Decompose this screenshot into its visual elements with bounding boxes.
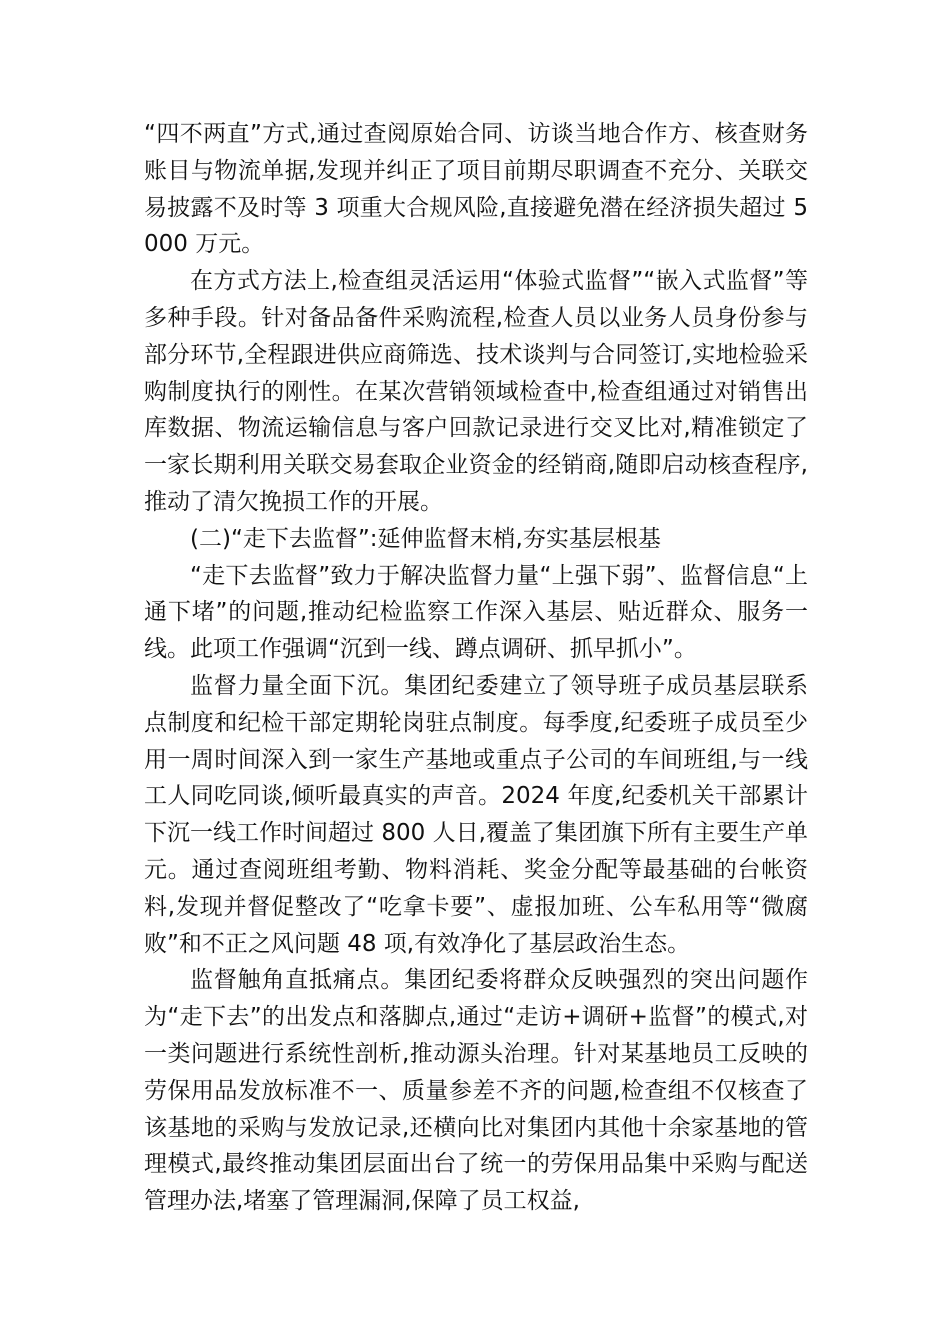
paragraph-intro: “走下去监督”致力于解决监督力量“上强下弱”、监督信息“上通下堵”的问题,推动纪检监察工作深入基层、贴近群众、服务一线。此项工作强调“沉到一线、蹲点调研、抓早抓小”。 <box>144 562 808 663</box>
paragraph-methods: 在方式方法上,检查组灵活运用“体验式监督”“嵌入式监督”等多种手段。针对备品备件采购流程,检查人员以业务人员身份参与部分环节,全程跟进供应商筛选、技术谈判与合同签订,实地检验采购制度执行的刚性。在某次营销领域检查中,检查组通过对销售出库数据、物流运输信息与客户回款记录进行交叉比对,精准锁定了一家长期利用关联交易套取企业资金的经销商,随即启动核查程序,推动了清欠挽损工作的开展。 <box>144 268 808 515</box>
paragraph-supervision-force: 监督力量全面下沉。集团纪委建立了领导班子成员基层联系点制度和纪检干部定期轮岗驻点制度。每季度,纪委班子成员至少用一周时间深入到一家生产基地或重点子公司的车间班组,与一线工人同吃同谈,倾听最真实的声音。2024 年度,纪委机关干部累计下沉一线工作时间超过 800 人日,覆盖了集团旗下所有主要生产单元。通过查阅班组考勤、物料消耗、奖金分配等最基础的台帐资料,发现并督促整改了“吃拿卡要”、虚报加班、公车私用等“微腐败”和不正之风问题 48 项,有效净化了基层政治生态。 <box>144 672 808 957</box>
document-body <box>144 116 808 1220</box>
paragraph-continuation: “四不两直”方式,通过查阅原始合同、访谈当地合作方、核查财务账目与物流单据,发现并纠正了项目前期尽职调查不充分、关联交易披露不及时等 3 项重大合规风险,直接避免潜在经济损失超过 5000 万元。 <box>144 121 808 258</box>
paragraph-pain-points: 监督触角直抵痛点。集团纪委将群众反映强烈的突出问题作为“走下去”的出发点和落脚点,通过“走访+调研+监督”的模式,对一类问题进行系统性剖析,推动源头治理。针对某基地员工反映的劳保用品发放标准不一、质量参差不齐的问题,检查组不仅核查了该基地的采购与发放记录,还横向比对集团内其他十余家基地的管理模式,最终推动集团层面出台了统一的劳保用品集中采购与配送管理办法,堵塞了管理漏洞,保障了员工权益, <box>144 967 808 1215</box>
section-heading: (二)“走下去监督”:延伸监督末梢,夯实基层根基 <box>190 525 661 552</box>
